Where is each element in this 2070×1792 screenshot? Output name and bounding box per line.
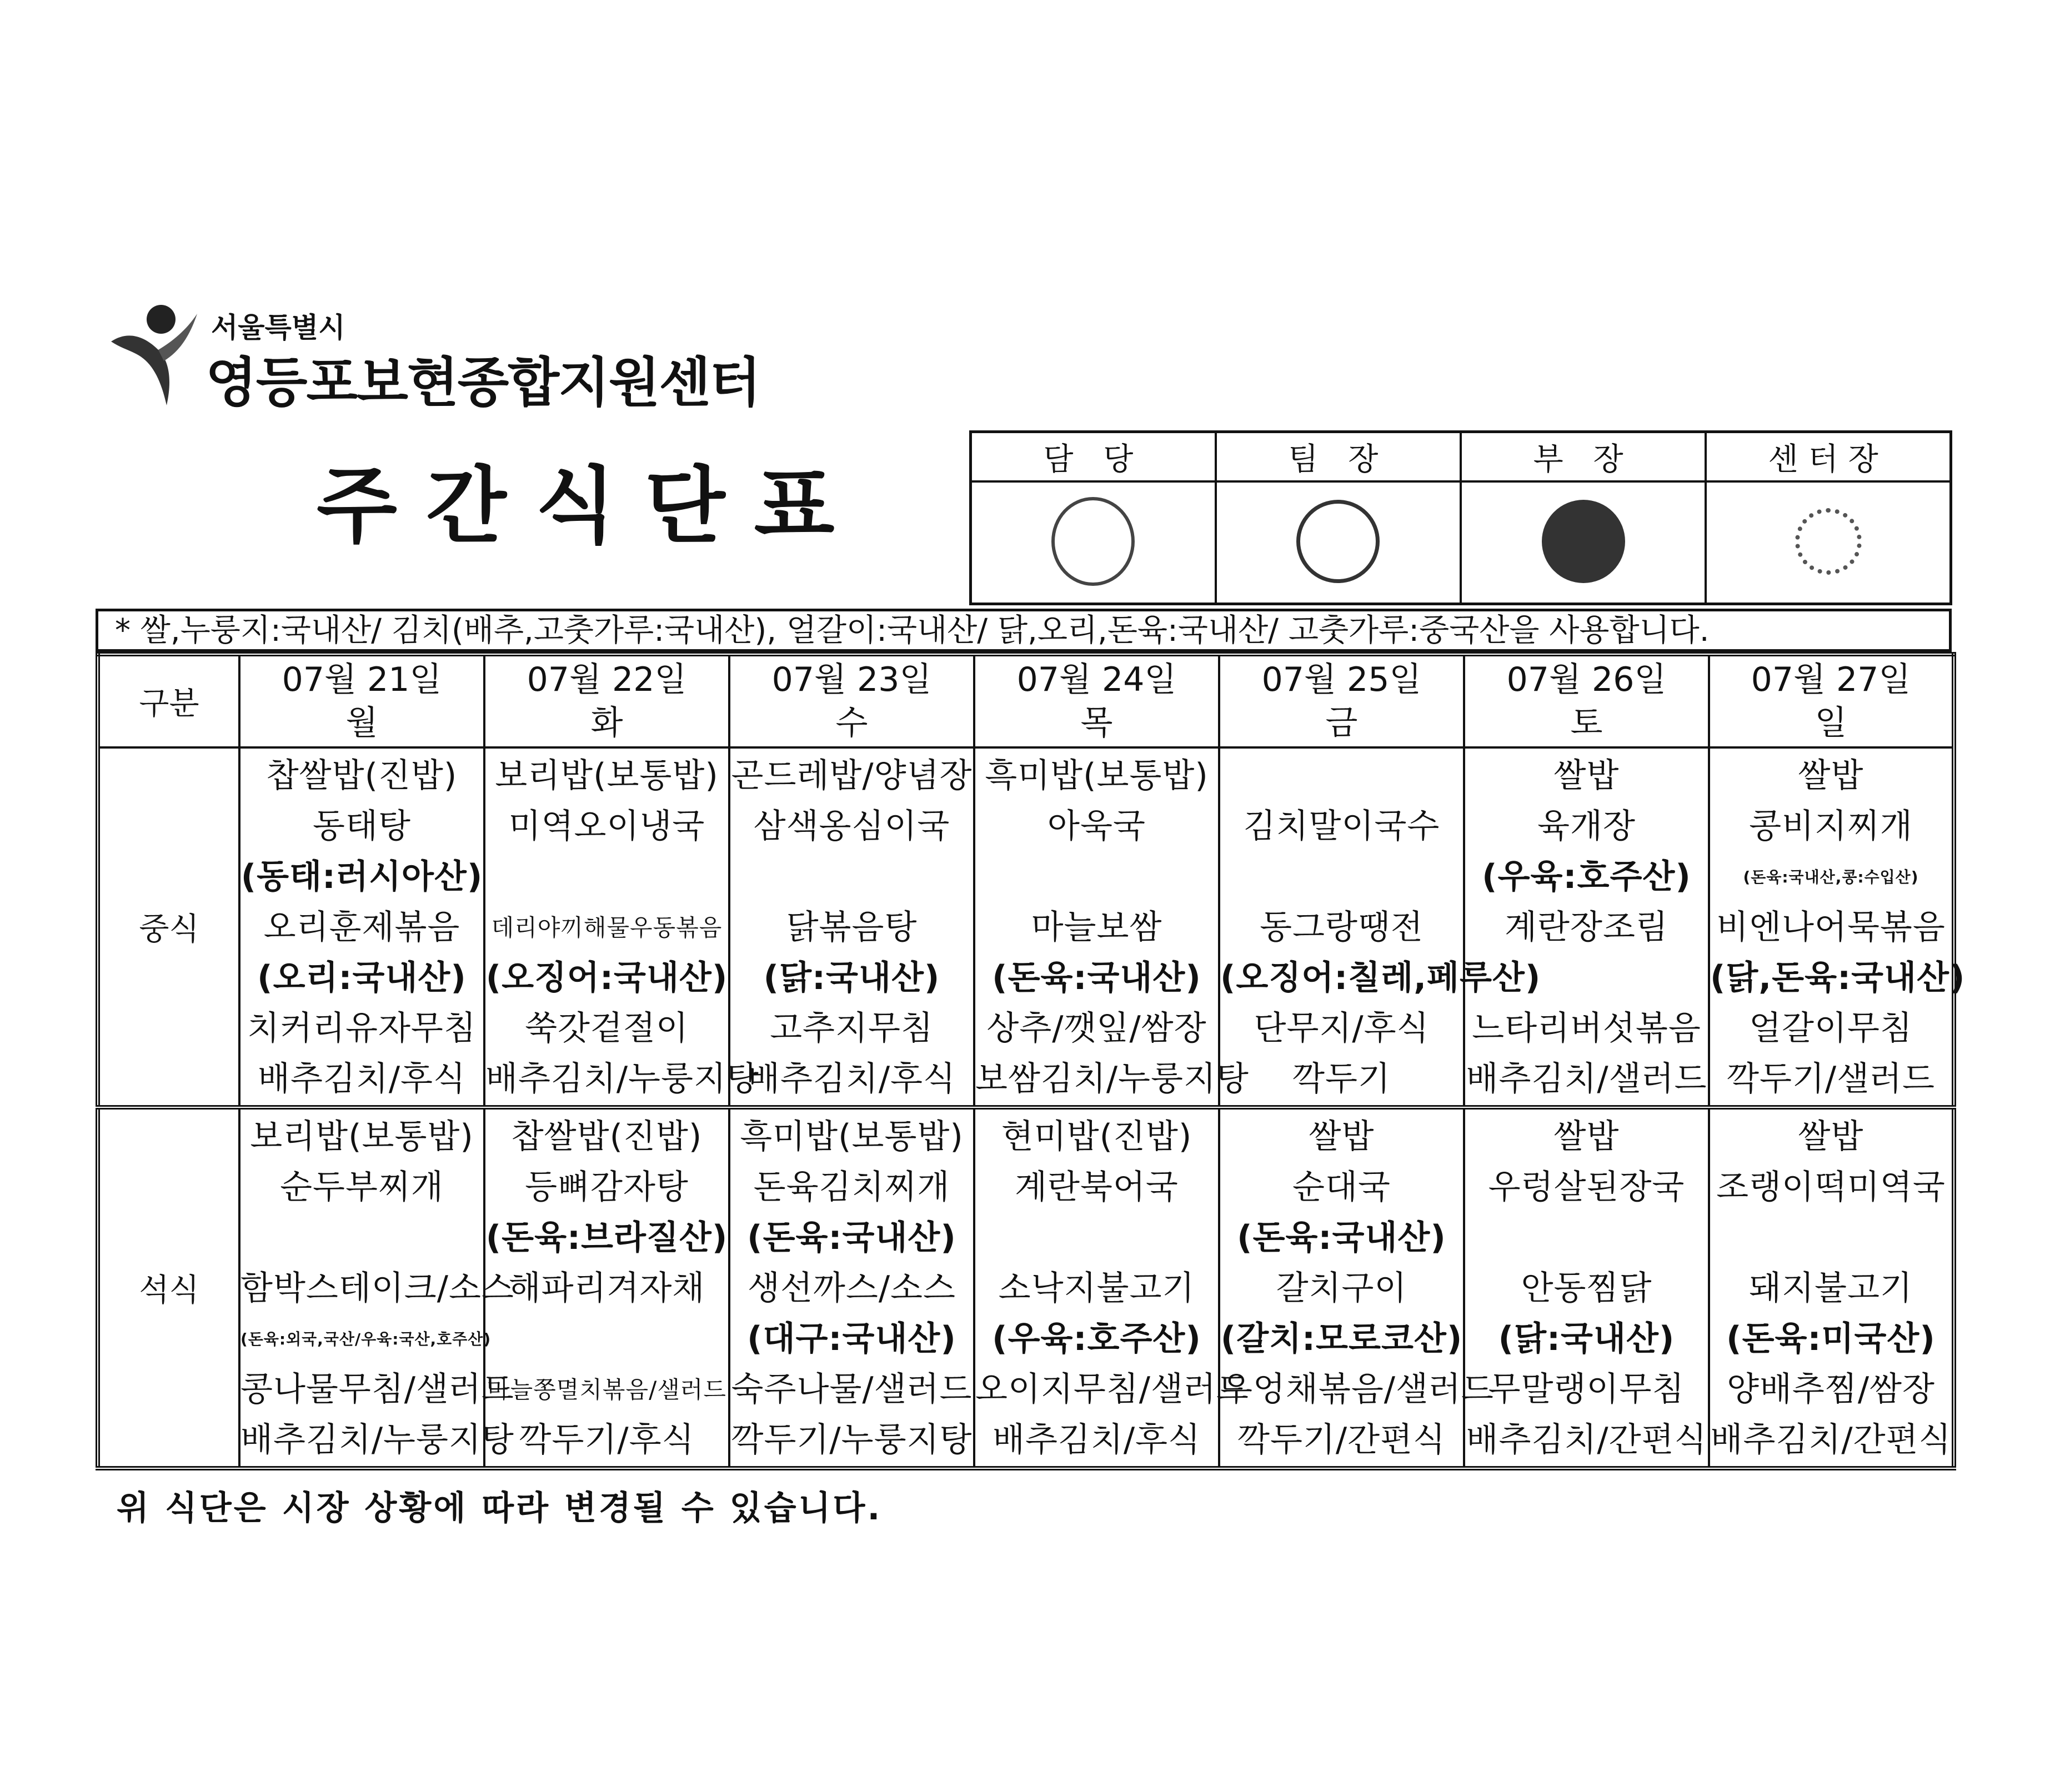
menu-item: 등뼈감자탕: [525, 1167, 689, 1207]
day-date: 07월 23일: [771, 660, 932, 699]
menu-item: 현미밥(진밥): [1001, 1117, 1192, 1156]
footer-notice: 위 식단은 시장 상황에 따라 변경될 수 있습니다.: [117, 1489, 883, 1528]
menu-item: [1465, 953, 1708, 1003]
menu-item: [1710, 1213, 1952, 1263]
menu-item: 쌀밥: [1309, 1117, 1375, 1156]
menu-item: (닭:국내산): [763, 958, 940, 997]
menu-item: 김치말이국수: [1243, 807, 1440, 846]
approval-label-director: 센터장: [1706, 432, 1951, 482]
day-weekday: 금: [1325, 704, 1358, 742]
menu-item: [485, 852, 728, 902]
menu-item: 쌀밥: [1798, 756, 1864, 795]
menu-item: 치커리유자무침: [247, 1009, 477, 1048]
menu-item: 마늘보쌈: [1031, 908, 1162, 947]
seal-stamp-manager: [1542, 500, 1625, 583]
menu-item: 갈치구이: [1276, 1268, 1407, 1308]
menu-item: [975, 852, 1218, 902]
day-weekday: 토: [1570, 704, 1603, 742]
menu-item: 동태탕: [313, 807, 411, 846]
menu-item: 배추김치/샐러드: [1466, 1060, 1707, 1098]
menu-item: (돈육:국내산): [1237, 1218, 1446, 1257]
menu-item: 우렁살된장국: [1488, 1167, 1685, 1207]
menu-item: 배추김치/간편식: [1710, 1420, 1952, 1459]
page-title: 주간식단표: [317, 458, 864, 555]
menu-item: 우엉채볶음/샐러드: [1220, 1369, 1494, 1409]
menu-item: 미역오이냉국: [508, 807, 705, 846]
menu-item: 쌀밥: [1798, 1117, 1864, 1156]
menu-item: 느타리버섯볶음: [1472, 1009, 1701, 1048]
approval-label-manager: 부 장: [1461, 432, 1706, 482]
meal-label-lunch: 중식: [98, 747, 239, 1107]
city-name: 서울특별시: [211, 312, 345, 344]
menu-item: 생선까스/소스: [748, 1268, 956, 1308]
menu-item: 해파리겨자채: [508, 1268, 705, 1308]
menu-item: 배추김치/후식: [258, 1060, 466, 1098]
menu-item: (닭:국내산): [1498, 1319, 1675, 1358]
menu-item: 함박스테이크/소스: [240, 1268, 514, 1308]
menu-item: 쌀밥: [1553, 756, 1620, 795]
dinner-cell: [974, 1107, 1249, 1468]
menu-item: (오징어:칠레,페루산): [1220, 958, 1541, 997]
lunch-cell: [974, 747, 1249, 1107]
menu-item: 돼지불고기: [1749, 1268, 1913, 1308]
menu-item: 돈육김치찌개: [753, 1167, 950, 1207]
menu-item: 소낙지불고기: [998, 1268, 1195, 1308]
day-weekday: 월: [345, 704, 378, 742]
approval-label-team-lead: 팀 장: [1216, 432, 1461, 482]
day-weekday: 일: [1815, 704, 1847, 742]
menu-item: (대구:국내산): [747, 1319, 956, 1358]
menu-item: (돈육:브라질산): [485, 1218, 728, 1257]
menu-item: 무말랭이무침: [1488, 1369, 1685, 1409]
day-date: 07월 25일: [1261, 660, 1422, 699]
menu-item: 상추/깻잎/쌈장: [986, 1009, 1207, 1048]
dinner-cell: [1464, 1107, 1709, 1468]
day-date: 07월 21일: [282, 660, 442, 699]
menu-item: 찹쌀밥(진밥): [511, 1117, 703, 1156]
menu-item: (우육:호주산): [992, 1319, 1201, 1358]
logo-figure-icon: [106, 297, 200, 408]
menu-item: 찹쌀밥(진밥): [266, 756, 458, 795]
menu-item: 동그랑땡전: [1260, 908, 1424, 947]
menu-item: 순두부찌개: [280, 1167, 444, 1207]
menu-item: 조랭이떡미역국: [1716, 1167, 1946, 1207]
menu-item: 고추지무침: [770, 1009, 934, 1048]
dinner-cell: [239, 1107, 514, 1468]
menu-item: 계란북어국: [1015, 1167, 1179, 1207]
day-header: [974, 654, 1219, 747]
menu-item: 닭볶음탕: [786, 908, 918, 947]
weekly-menu-table: [96, 652, 1966, 1470]
menu-item: [1220, 751, 1463, 801]
menu-item: [1465, 1213, 1708, 1263]
menu-item: 오이지무침/샐러드: [975, 1369, 1249, 1409]
day-header: [484, 654, 729, 747]
menu-item: 깍두기/누룽지탕: [731, 1420, 973, 1459]
menu-item: 쌀밥: [1553, 1117, 1620, 1156]
dinner-cell: [484, 1107, 729, 1468]
meal-label-dinner: 석식: [98, 1107, 239, 1468]
menu-item: 보쌈김치/누룽지탕: [975, 1060, 1249, 1098]
menu-item: 양배추찜/쌈장: [1727, 1369, 1935, 1409]
lunch-cell: [1709, 747, 1966, 1107]
menu-item: 육개장: [1537, 807, 1636, 846]
category-header: 구분: [98, 654, 239, 747]
day-header: [1464, 654, 1709, 747]
menu-item: 비엔나어묵볶음: [1716, 908, 1946, 947]
menu-item: 배추김치/누룽지탕: [485, 1060, 759, 1098]
center-logo: [106, 297, 760, 414]
menu-item: 보리밥(보통밥): [250, 1117, 474, 1156]
origin-notice: * 쌀,누룽지:국내산/ 김치(배추,고춧가루:국내산), 얼갈이:국내산/ 닭,오리,돈육:국내산/ 고춧가루:중국산을 사용합니다.: [96, 609, 1952, 652]
day-weekday: 목: [1080, 704, 1113, 742]
menu-item: (동태:러시아산): [240, 857, 483, 896]
menu-item: 단무지/후식: [1254, 1009, 1430, 1048]
lunch-cell: [484, 747, 759, 1107]
menu-item: (돈육:외국,국산/우육:국산,호주산): [240, 1329, 492, 1348]
menu-item: [730, 852, 973, 902]
menu-item: 깍두기/샐러드: [1727, 1060, 1935, 1098]
lunch-cell: [239, 747, 484, 1107]
menu-item: 오리훈제볶음: [263, 908, 460, 947]
menu-item: 쑥갓겉절이: [525, 1009, 689, 1048]
menu-item: 깍두기/후식: [519, 1420, 695, 1459]
menu-item: [485, 1314, 728, 1364]
day-header: [729, 654, 974, 747]
menu-item: (우육:호주산): [1482, 857, 1691, 896]
day-header: [239, 654, 484, 747]
menu-item: (돈육:국내산,콩:수입산): [1743, 868, 1919, 886]
day-date: 07월 24일: [1016, 660, 1177, 699]
menu-item: 보리밥(보통밥): [495, 756, 719, 795]
day-date: 07월 27일: [1751, 660, 1911, 699]
approval-label-staff: 담 당: [971, 432, 1216, 482]
lunch-cell: [1464, 747, 1709, 1107]
day-date: 07월 26일: [1506, 660, 1667, 699]
menu-item: 숙주나물/샐러드: [731, 1369, 973, 1409]
seal-stamp-director: [1795, 508, 1862, 575]
seal-stamp-staff: [1051, 497, 1135, 586]
dinner-cell: [1219, 1107, 1494, 1468]
menu-item: 콩비지찌개: [1749, 807, 1913, 846]
menu-item: 흑미밥(보통밥): [740, 1117, 964, 1156]
day-header: [1709, 654, 1954, 747]
menu-item: 깍두기/간편식: [1237, 1420, 1446, 1459]
menu-item: 배추김치/누룽지탕: [240, 1420, 514, 1459]
menu-item: 배추김치/후식: [748, 1060, 956, 1098]
menu-item: 배추김치/간편식: [1466, 1420, 1707, 1459]
dinner-cell: [729, 1107, 974, 1468]
lunch-cell: [1219, 747, 1541, 1107]
day-date: 07월 22일: [527, 660, 687, 699]
menu-item: 배추김치/후식: [993, 1420, 1201, 1459]
menu-item: 순대국: [1292, 1167, 1391, 1207]
approval-table: [969, 430, 1952, 605]
menu-item: 계란장조림: [1505, 908, 1668, 947]
menu-item: 얼갈이무침: [1749, 1009, 1913, 1048]
menu-item: (오리:국내산): [257, 958, 467, 997]
menu-item: (닭,돈육:국내산): [1710, 958, 1966, 997]
menu-item: 삼색옹심이국: [753, 807, 950, 846]
menu-item: (돈육:미국산): [1726, 1319, 1936, 1358]
menu-item: [1220, 852, 1463, 902]
menu-item: (돈육:국내산): [992, 958, 1201, 997]
menu-item: 데리야끼해물우동볶음: [491, 914, 723, 941]
menu-item: 아욱국: [1047, 807, 1146, 846]
menu-item: [975, 1213, 1218, 1263]
menu-item: 안동찜닭: [1521, 1268, 1652, 1308]
menu-item: 곤드레밥/양념장: [731, 756, 973, 795]
organization-name: 영등포보현종합지원센터: [206, 352, 760, 414]
menu-item: (갈치:모로코산): [1220, 1319, 1463, 1358]
lunch-cell: [729, 747, 974, 1107]
menu-item: [240, 1213, 483, 1263]
seal-stamp-team-lead: [1296, 500, 1380, 583]
menu-item: (돈육:국내산): [747, 1218, 956, 1257]
menu-item: 깍두기: [1292, 1060, 1391, 1098]
menu-item: 흑미밥(보통밥): [985, 756, 1209, 795]
day-header: [1219, 654, 1464, 747]
menu-item: 콩나물무침/샐러드: [240, 1369, 514, 1409]
menu-item: 마늘쫑멸치볶음/샐러드: [487, 1376, 726, 1403]
menu-item: (오징어:국내산): [485, 958, 728, 997]
day-weekday: 수: [835, 704, 868, 742]
dinner-cell: [1709, 1107, 1954, 1468]
day-weekday: 화: [590, 704, 623, 742]
